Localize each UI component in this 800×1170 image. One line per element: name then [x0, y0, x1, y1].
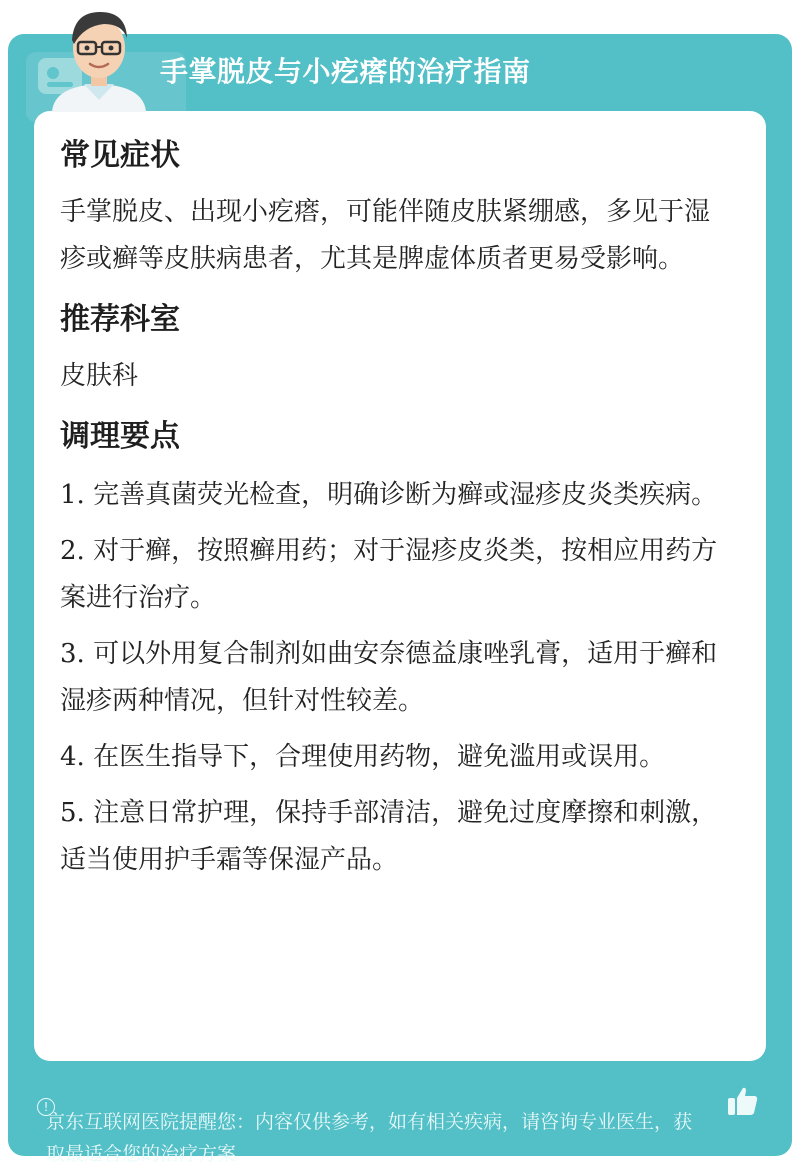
info-icon: !: [37, 1098, 55, 1116]
department-text: 皮肤科: [60, 361, 139, 391]
care-steps-list: [60, 472, 732, 884]
care-step-3: 3. 可以外用复合制剂如曲安奈德益康唑乳膏，适用于癣和湿疹两种情况，但针对性较差。: [60, 639, 718, 716]
care-step-5: 5. 注意日常护理，保持手部清洁，避免过度摩擦和刺激，适当使用护手霜等保湿产品。: [60, 798, 718, 875]
care-step-1: 1. 完善真菌荧光检查，明确诊断为癣或湿疹皮炎类疾病。: [60, 480, 718, 510]
symptoms-heading: 常见症状: [60, 138, 180, 173]
content-card: [34, 111, 766, 1061]
care-step-4: 4. 在医生指导下，合理使用药物，避免滥用或误用。: [60, 742, 666, 772]
footer-disclaimer: 京东互联网医院提醒您：内容仅供参考，如有相关疾病，请咨询专业医生，获取最适合您的治疗方案: [46, 1111, 693, 1165]
content-frame: [8, 34, 792, 1165]
department-heading: 推荐科室: [60, 302, 180, 337]
care-step-2: 2. 对于癣，按照癣用药；对于湿疹皮炎类，按相应用药方案进行治疗。: [60, 536, 718, 613]
symptoms-text: 手掌脱皮、出现小疙瘩，可能伴随皮肤紧绷感，多见于湿疹或癣等皮肤病患者，尤其是脾虚体质者更易受影响。: [60, 197, 711, 274]
care-heading: 调理要点: [60, 419, 180, 454]
page-title: 手掌脱皮与小疙瘩的治疗指南: [160, 55, 531, 88]
thumbs-up-icon[interactable]: [726, 1084, 760, 1118]
doctor-avatar-icon: [44, 0, 154, 112]
